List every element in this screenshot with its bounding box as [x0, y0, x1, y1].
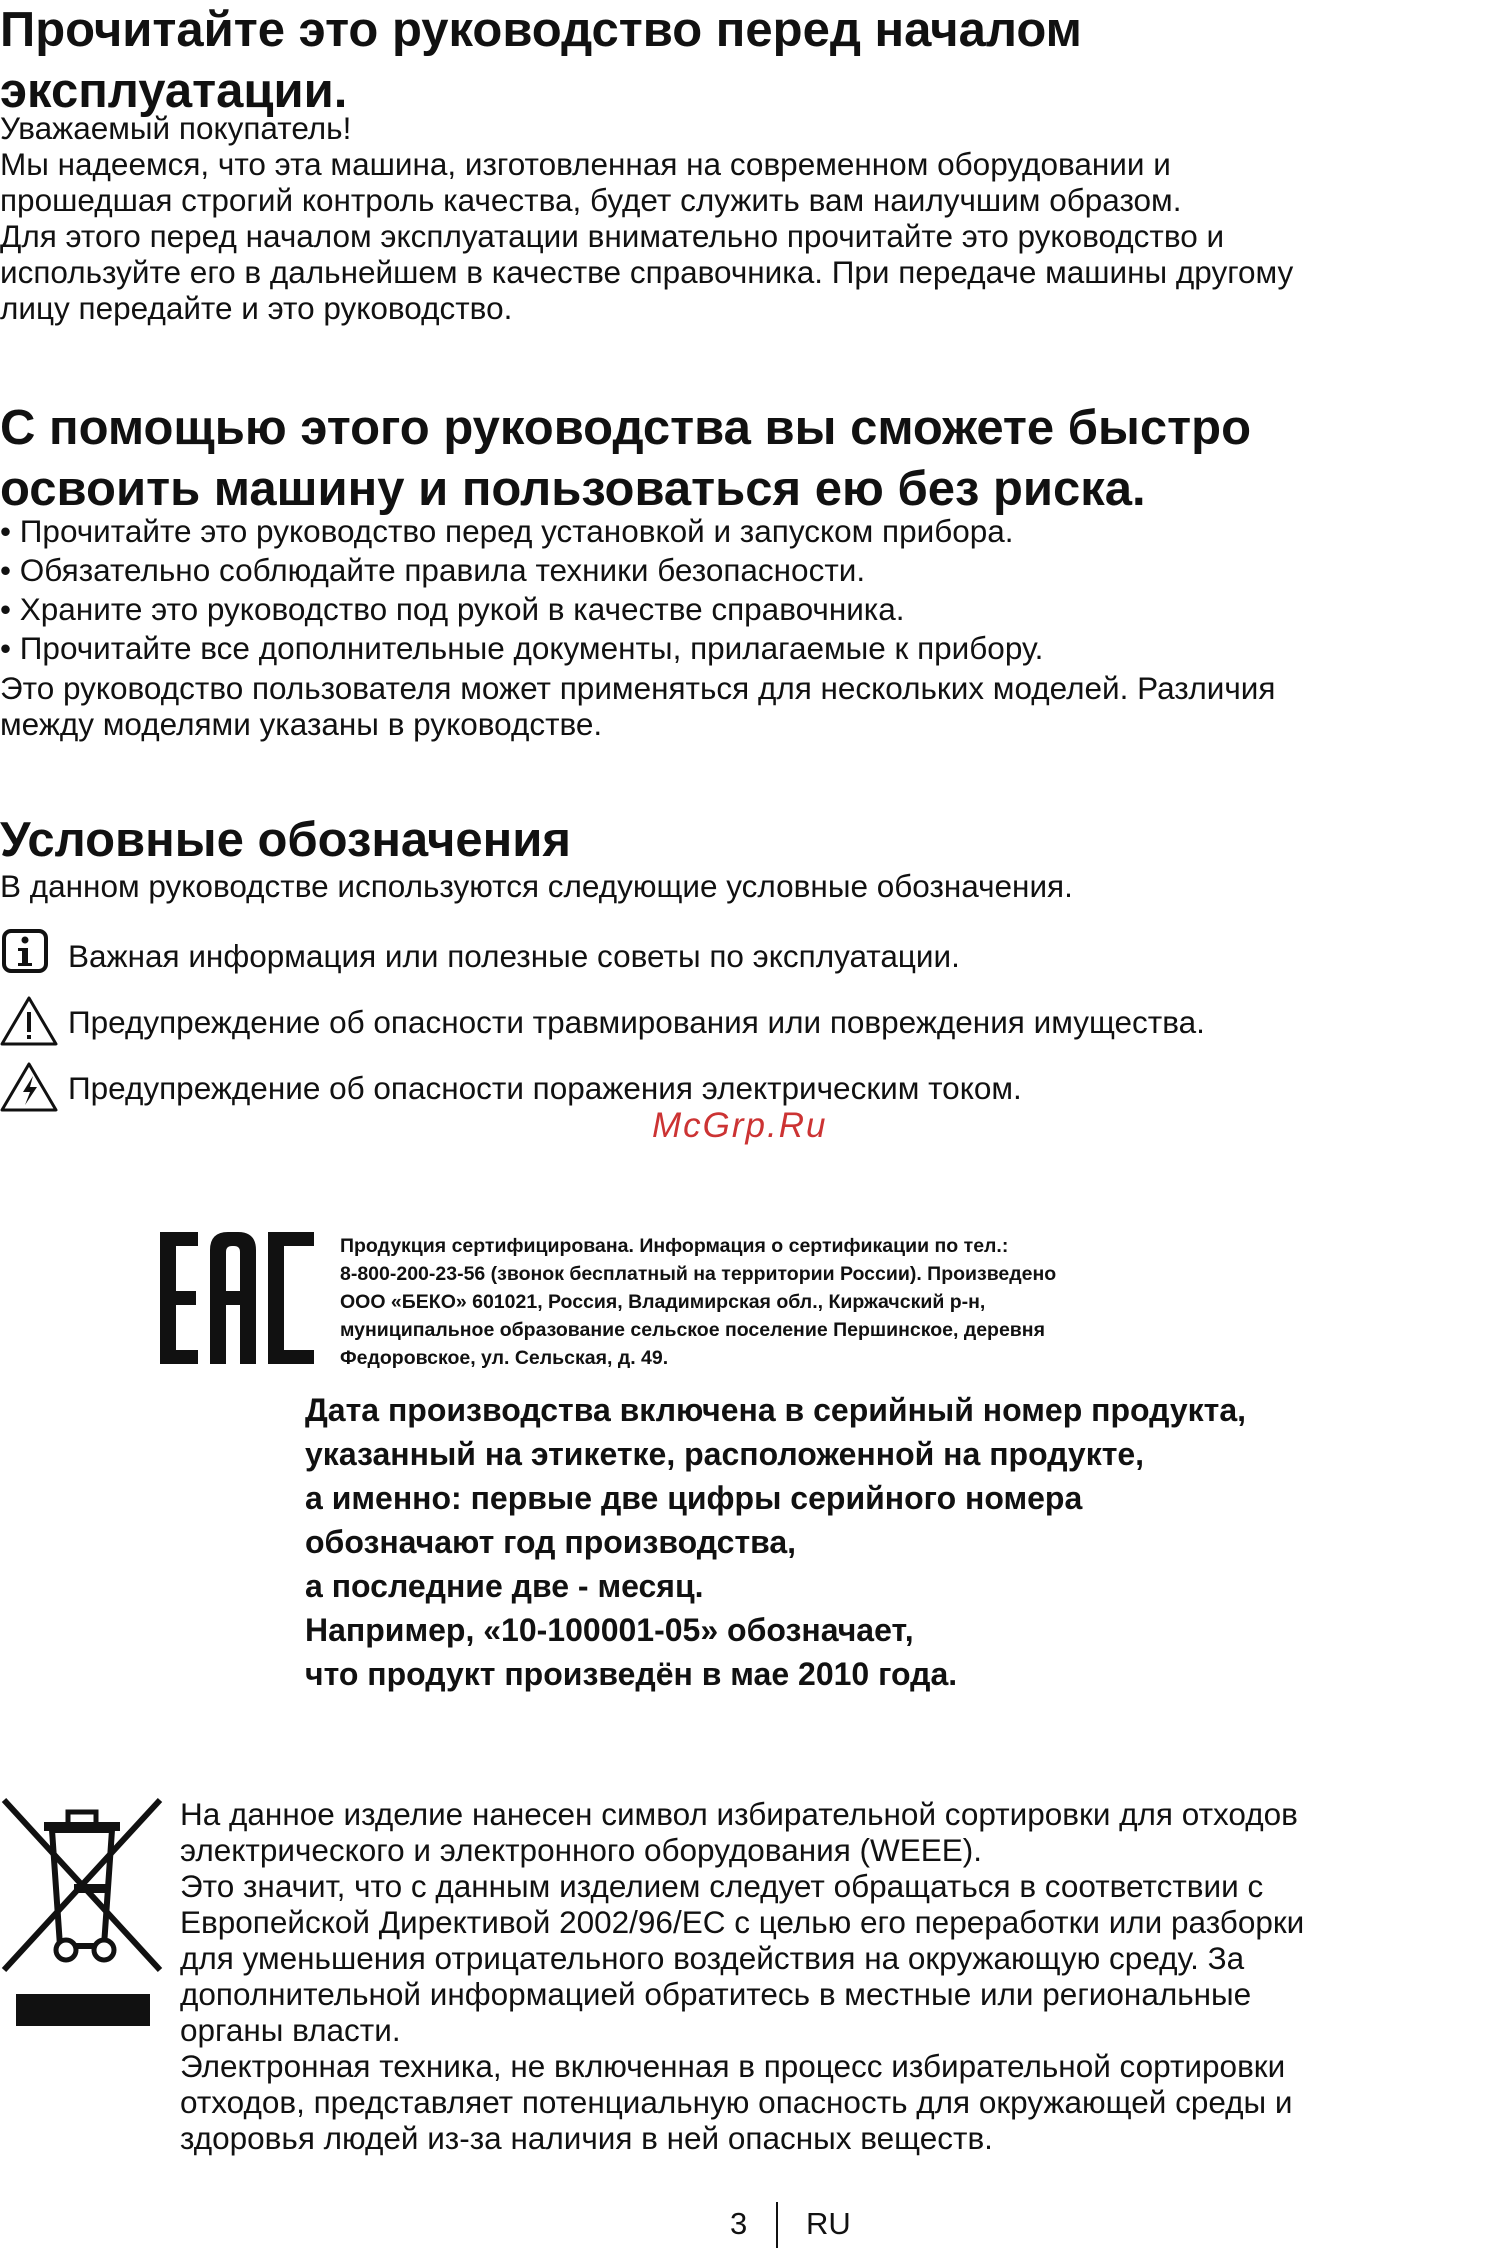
electric-shock-icon — [0, 1060, 60, 1116]
text-line: а последние две - месяц. — [305, 1568, 704, 1604]
list-item: • Прочитайте все дополнительные документы, прилагаемые к прибору. — [0, 629, 1043, 668]
intro-text — [0, 110, 1293, 326]
text-line: Электронная техника, не включенная в процесс избирательной сортировки — [180, 2048, 1286, 2084]
symbol-warning-text: Предупреждение об опасности травмирования или повреждения имущества. — [68, 1003, 1205, 1040]
production-date-info — [305, 1388, 1405, 1696]
text-line: между моделями указаны в руководстве. — [0, 706, 603, 742]
text-line: Европейской Директивой 2002/96/ЕС с целью его переработки или разборки — [180, 1904, 1305, 1940]
text-line: а именно: первые две цифры серийного номера — [305, 1480, 1083, 1516]
info-icon — [0, 928, 60, 984]
text-line: Дата производства включена в серийный номер продукта, — [305, 1392, 1247, 1428]
symbol-row-info — [0, 928, 960, 984]
help-heading-line: освоить машину и пользоваться ею без риска. — [0, 462, 1146, 516]
watermark: McGrp.Ru — [652, 1106, 828, 1145]
intro-heading-line: эксплуатации. — [0, 64, 348, 118]
intro-heading-line: Прочитайте это руководство перед началом — [0, 3, 1082, 57]
text-line: ООО «БЕКО» 601021, Россия, Владимирская обл., Киржачский р-н, — [340, 1291, 986, 1313]
text-line: Например, «10-100001-05» обозначает, — [305, 1612, 914, 1648]
text-line: здоровья людей из-за наличия в ней опасных веществ. — [180, 2120, 993, 2156]
text-line: Федоровское, ул. Сельская, д. 49. — [340, 1347, 669, 1369]
certification-info — [340, 1232, 1220, 1372]
text-line: обозначают год производства, — [305, 1524, 797, 1560]
text-line: Продукция сертифицирована. Информация о сертификации по тел.: — [340, 1235, 1009, 1257]
text-line: отходов, представляет потенциальную опасность для окружающей среды и — [180, 2084, 1293, 2120]
text-line: указанный на этикетке, расположенной на продукте, — [305, 1436, 1145, 1472]
text-line: используйте его в дальнейшем в качестве справочника. При передаче машины другому — [0, 254, 1294, 290]
language-code: RU — [806, 2206, 851, 2241]
text-line: Это руководство пользователя может применяться для нескольких моделей. Различия — [0, 670, 1276, 706]
weee-paragraph — [180, 1796, 1480, 1868]
text-line: 8-800-200-23-56 (звонок бесплатный на территории России). Произведено — [340, 1263, 1057, 1285]
text-line: Это значит, что с данным изделием следует обращаться в соответствии с — [180, 1868, 1264, 1904]
weee-text — [180, 1796, 1480, 2156]
list-item: • Прочитайте это руководство перед установкой и запуском прибора. — [0, 512, 1043, 551]
intro-paragraph — [0, 146, 1293, 218]
eac-logo — [156, 1228, 316, 1368]
text-line: что продукт произведён в мае 2010 года. — [305, 1656, 958, 1692]
intro-heading — [0, 0, 1082, 122]
text-line: электрического и электронного оборудования (WEEE). — [180, 1832, 983, 1868]
help-bullet-list — [0, 512, 1043, 668]
text-line: лицу передайте и это руководство. — [0, 290, 513, 326]
symbol-info-text: Важная информация или полезные советы по эксплуатации. — [68, 937, 960, 974]
text-line: дополнительной информацией обратитесь в местные или региональные — [180, 1976, 1252, 2012]
text-line: муниципальное образование сельское поселение Першинское, деревня — [340, 1319, 1045, 1341]
text-line: Мы надеемся, что эта машина, изготовленная на современном оборудовании и — [0, 146, 1171, 182]
weee-paragraph — [180, 1868, 1480, 2048]
help-heading — [0, 398, 1251, 520]
greeting — [0, 110, 1293, 146]
page-number: 3 — [730, 2206, 748, 2241]
help-heading-line: С помощью этого руководства вы сможете быстро — [0, 401, 1252, 455]
list-item: • Обязательно соблюдайте правила техники безопасности. — [0, 551, 1043, 590]
help-note — [0, 670, 1275, 742]
text-line: Уважаемый покупатель! — [0, 110, 352, 146]
text-line: прошедшая строгий контроль качества, будет служить вам наилучшим образом. — [0, 182, 1182, 218]
symbols-intro: В данном руководстве используются следующие условные обозначения. — [0, 868, 1073, 904]
text-line: для уменьшения отрицательного воздействия на окружающую среду. За — [180, 1940, 1245, 1976]
symbol-electric-text: Предупреждение об опасности поражения электрическим током. — [68, 1069, 1022, 1106]
crossed-out-bin-icon — [0, 1796, 165, 1976]
intro-paragraph — [0, 218, 1293, 326]
text-line: На данное изделие нанесен символ избирательной сортировки для отходов — [180, 1796, 1298, 1832]
symbol-row-warning — [0, 994, 1205, 1050]
footer-divider — [776, 2202, 778, 2248]
weee-paragraph — [180, 2048, 1480, 2156]
symbols-heading: Условные обозначения — [0, 813, 571, 867]
symbol-row-electric — [0, 1060, 1022, 1116]
list-item: • Храните это руководство под рукой в качестве справочника. — [0, 590, 1043, 629]
warning-icon — [0, 994, 60, 1050]
weee-bar — [16, 1994, 150, 2026]
text-line: Для этого перед началом эксплуатации внимательно прочитайте это руководство и — [0, 218, 1225, 254]
text-line: органы власти. — [180, 2012, 401, 2048]
